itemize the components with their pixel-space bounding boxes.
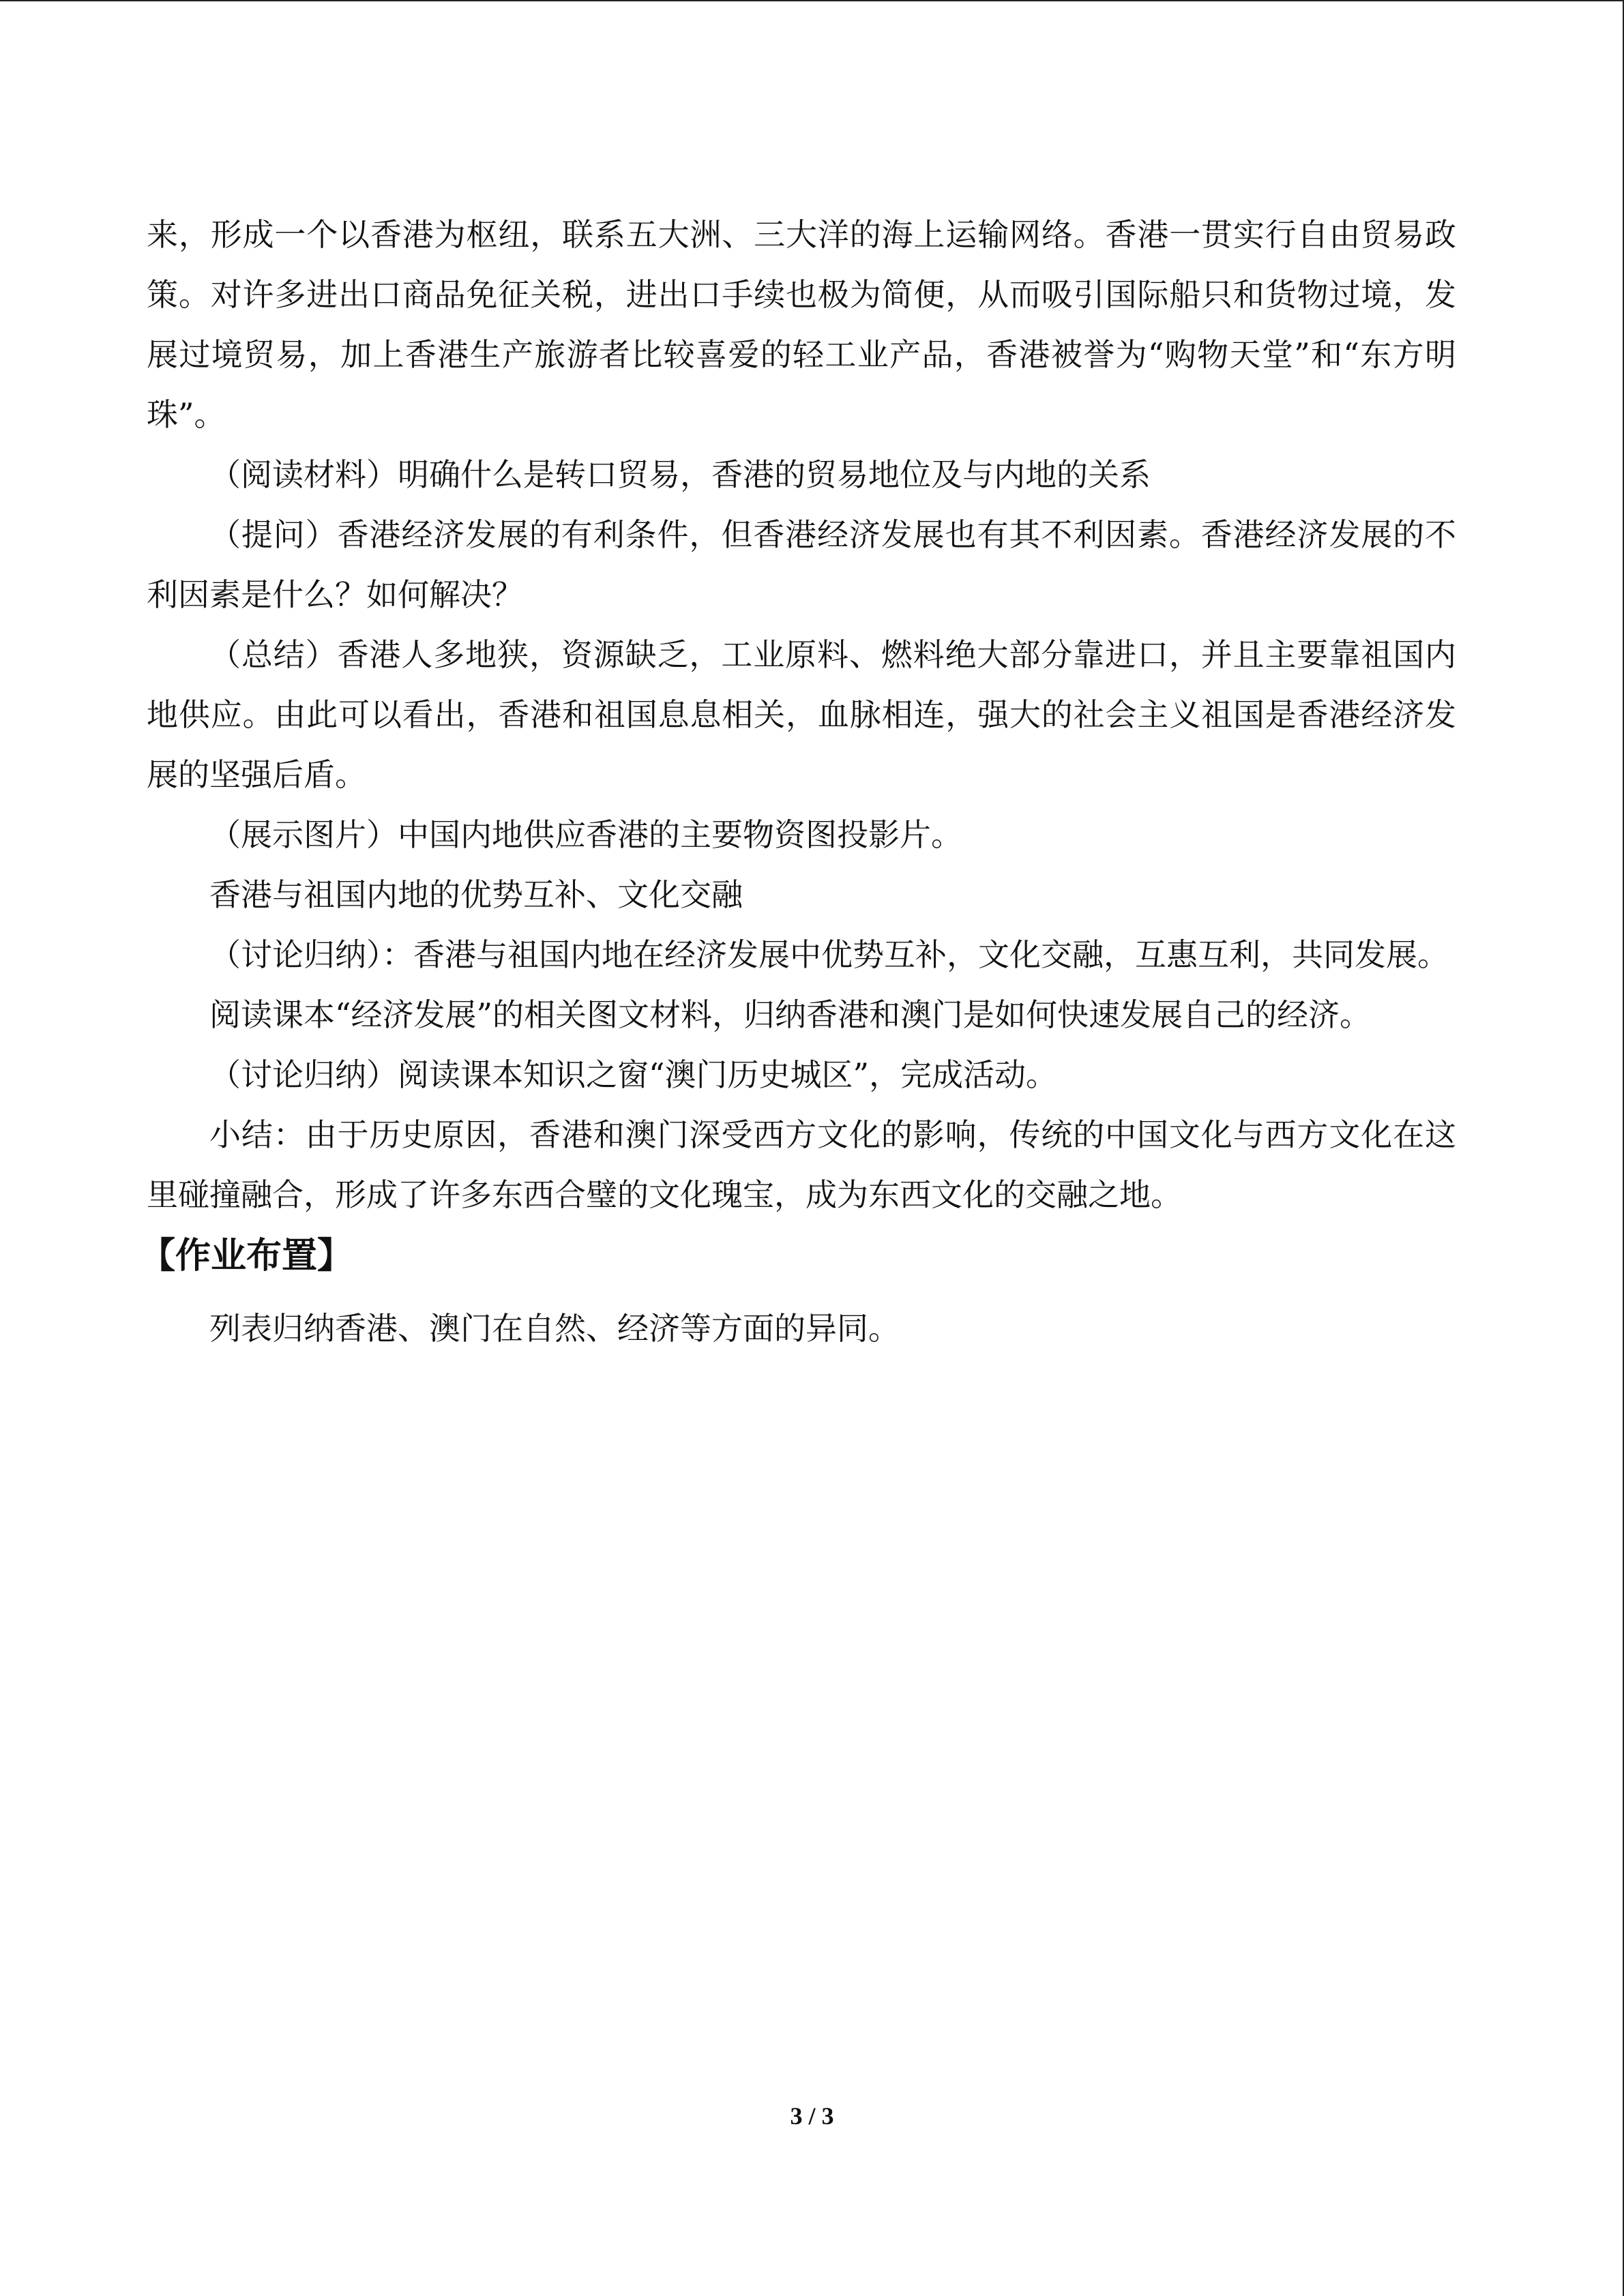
paragraph-transport-network: 来，形成一个以香港为枢纽，联系五大洲、三大洋的海上运输网络。香港一贯实行自由贸易政策。对许多进出口商品免征关税，进出口手续也极为简便，从而吸引国际船只和货物过境，发展过境贸易，加上香港生产旅游者比较喜爱的轻工业产品，香港被誉为“购物天堂”和“东方明珠”。	[147, 216, 1456, 433]
homework-text: 列表归纳香港、澳门在自然、经济等方面的异同。	[209, 1310, 900, 1347]
paragraph-summary: （总结）香港人多地狭，资源缺乏，工业原料、燃料绝大部分靠进口，并且主要靠祖国内地供应。由此可以看出，香港和祖国息息相关，血脉相连，强大的社会主义祖国是香港经济发展的坚强后盾。	[147, 636, 1456, 793]
paragraph-question: （提问）香港经济发展的有利条件，但香港经济发展也有其不利因素。香港经济发展的不利因素是什么？如何解决？	[147, 516, 1456, 613]
paragraph-show-picture: （展示图片）中国内地供应香港的主要物资图投影片。	[209, 816, 962, 853]
paragraph-discussion-2: （讨论归纳）阅读课本知识之窗“澳门历史城区”，完成活动。	[209, 1056, 1058, 1093]
paragraph-read-textbook: 阅读课本“经济发展”的相关图文材料，归纳香港和澳门是如何快速发展自己的经济。	[209, 996, 1372, 1033]
homework-heading: 【作业布置】	[140, 1236, 353, 1277]
paragraph-reading-material: （阅读材料）明确什么是转口贸易，香港的贸易地位及与内地的关系	[209, 456, 1151, 493]
paragraph-discussion-1: （讨论归纳）：香港与祖国内地在经济发展中优势互补，文化交融，互惠互利，共同发展。	[209, 936, 1449, 973]
paragraph-conclusion: 小结：由于历史原因，香港和澳门深受西方文化的影响，传统的中国文化与西方文化在这里碰撞融合，形成了许多东西合璧的文化瑰宝，成为东西文化的交融之地。	[147, 1116, 1456, 1213]
document-body	[140, 205, 1456, 1358]
page-number: 3 / 3	[790, 2102, 834, 2130]
paragraph-complementary: 香港与祖国内地的优势互补、文化交融	[209, 876, 743, 913]
